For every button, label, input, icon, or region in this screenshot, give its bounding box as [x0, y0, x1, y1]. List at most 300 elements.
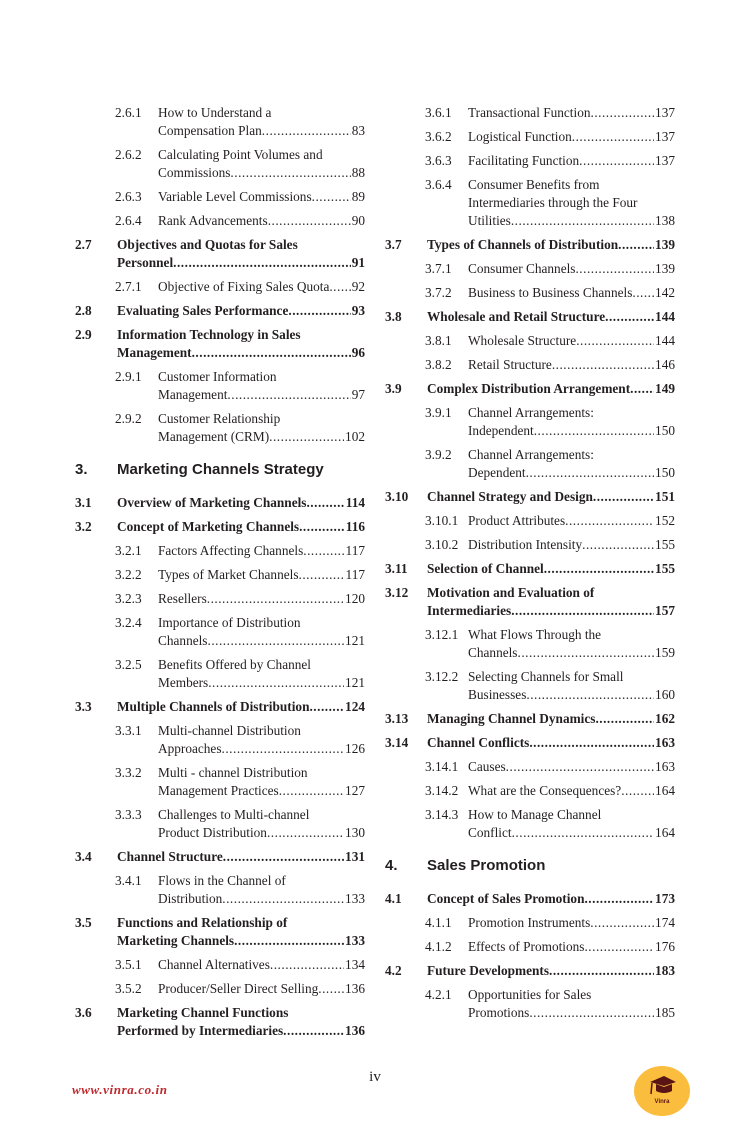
section-number: 2.6.1 — [115, 105, 142, 120]
section-number: 3. — [75, 461, 88, 478]
entry-title — [468, 536, 675, 554]
entry-title — [427, 890, 675, 908]
section-number: 3.10.1 — [425, 513, 459, 528]
title-line: Personnel — [117, 255, 174, 270]
title-line: Product Attributes — [468, 513, 566, 528]
toc-entry[interactable] — [75, 614, 365, 650]
dot-leader — [590, 914, 654, 932]
title-line: Distribution — [158, 891, 223, 906]
title-line: Objectives and Quotas for Sales — [117, 237, 298, 252]
title-line: Flows in the Channel of — [158, 873, 286, 888]
section-number: 4. — [385, 857, 398, 874]
title-line: Marketing Channels Strategy — [117, 461, 324, 478]
toc-entry[interactable] — [75, 1004, 365, 1040]
dot-leader — [618, 236, 654, 254]
toc-entry[interactable] — [75, 566, 365, 584]
section-number: 3.13 — [385, 711, 409, 726]
toc-entry[interactable] — [385, 380, 675, 398]
toc-entry[interactable] — [75, 542, 365, 560]
dot-leader — [234, 932, 344, 950]
entry-title — [117, 848, 365, 866]
title-line: Challenges to Multi-channel — [158, 807, 310, 822]
title-line: Channel Conflicts — [427, 735, 530, 750]
section-number: 4.1.1 — [425, 915, 452, 930]
section-number: 3.3.3 — [115, 807, 142, 822]
section-number: 4.1.2 — [425, 939, 452, 954]
title-line: What Flows Through the — [468, 627, 602, 642]
title-line: Commissions — [158, 165, 231, 180]
page-ref: 155 — [655, 537, 675, 552]
dot-leader — [584, 938, 654, 956]
entry-title — [117, 236, 365, 272]
entry-title — [468, 914, 675, 932]
title-line: Promotion Instruments — [468, 915, 591, 930]
dot-leader — [227, 386, 350, 404]
title-line: Management — [158, 387, 228, 402]
toc-entry[interactable] — [75, 188, 365, 206]
entry-title — [158, 956, 365, 974]
section-number: 3.2 — [75, 519, 92, 534]
dot-leader — [605, 308, 654, 326]
toc-right-column — [385, 104, 675, 1028]
vinra-logo — [634, 1066, 690, 1116]
page-ref: 90 — [351, 213, 365, 228]
entry-title — [468, 176, 675, 230]
entry-title — [427, 584, 675, 620]
entry-title — [158, 146, 365, 182]
page-ref: 150 — [655, 465, 675, 480]
entry-title — [158, 410, 365, 446]
page-ref: 137 — [655, 105, 675, 120]
dot-leader — [595, 710, 654, 728]
toc-entry[interactable] — [75, 212, 365, 230]
page-ref: 91 — [351, 255, 365, 270]
dot-leader — [506, 758, 654, 776]
entry-title — [468, 446, 675, 482]
entry-title — [158, 806, 365, 842]
dot-leader — [630, 380, 654, 398]
toc-entry[interactable] — [75, 302, 365, 320]
section-number: 3.14.3 — [425, 807, 459, 822]
dot-leader — [565, 512, 654, 530]
section-number: 3.10.2 — [425, 537, 459, 552]
toc-entry[interactable] — [385, 104, 675, 122]
dot-leader — [270, 956, 344, 974]
entry-title — [158, 542, 365, 560]
toc-entry[interactable] — [75, 872, 365, 908]
toc-entry[interactable] — [385, 152, 675, 170]
section-number: 3.3.1 — [115, 723, 142, 738]
toc-entry[interactable] — [75, 806, 365, 842]
title-line: Producer/Seller Direct Selling — [158, 981, 319, 996]
dot-leader — [288, 302, 350, 320]
toc-entry[interactable] — [385, 734, 675, 752]
entry-title — [468, 782, 675, 800]
toc-entry[interactable] — [385, 890, 675, 908]
title-line: Multi - channel Distribution — [158, 765, 308, 780]
title-line: What are the Consequences? — [468, 783, 622, 798]
page-ref: 163 — [655, 735, 675, 750]
title-line: Overview of Marketing Channels — [117, 495, 307, 510]
entry-title — [117, 302, 365, 320]
toc-entry[interactable] — [385, 128, 675, 146]
dot-leader — [173, 254, 351, 272]
section-number: 2.6.4 — [115, 213, 142, 228]
toc-entry[interactable] — [75, 410, 365, 446]
toc-entry[interactable] — [385, 668, 675, 704]
dot-leader — [582, 536, 654, 554]
dot-leader — [222, 890, 344, 908]
title-line: Variable Level Commissions — [158, 189, 312, 204]
title-line: Product Distribution — [158, 825, 267, 840]
title-line: Conflict — [468, 825, 512, 840]
title-line: Multi-channel Distribution — [158, 723, 301, 738]
section-number: 3.8 — [385, 309, 402, 324]
title-line: Evaluating Sales Performance — [117, 303, 289, 318]
dot-leader — [192, 344, 351, 362]
toc-entry[interactable] — [75, 956, 365, 974]
title-line: How to Understand a — [158, 105, 272, 120]
dot-leader — [306, 494, 344, 512]
section-number: 3.6.2 — [425, 129, 452, 144]
toc-entry[interactable] — [385, 536, 675, 554]
page-ref: 139 — [655, 237, 675, 252]
entry-title — [158, 614, 365, 650]
title-line: Rank Advancements — [158, 213, 268, 228]
toc-entry[interactable] — [385, 308, 675, 326]
dot-leader — [267, 824, 344, 842]
title-line: Calculating Point Volumes and — [158, 147, 323, 162]
section-number: 3.5.2 — [115, 981, 142, 996]
title-line: Intermediaries — [427, 603, 512, 618]
page-ref: 137 — [655, 153, 675, 168]
section-number: 2.8 — [75, 303, 92, 318]
entry-title — [468, 758, 675, 776]
page-ref: 163 — [655, 759, 675, 774]
toc-entry[interactable] — [75, 236, 365, 272]
dot-leader — [262, 122, 351, 140]
title-line: Concept of Sales Promotion — [427, 891, 585, 906]
page-ref: 150 — [655, 423, 675, 438]
dot-leader — [518, 644, 655, 662]
title-line: Wholesale Structure — [468, 333, 577, 348]
title-line: Distribution Intensity — [468, 537, 583, 552]
toc-entry[interactable] — [385, 332, 675, 350]
entry-title — [117, 698, 365, 716]
dot-leader — [279, 782, 344, 800]
toc-entry[interactable] — [75, 656, 365, 692]
toc-entry[interactable] — [385, 710, 675, 728]
page-ref: 133 — [345, 891, 365, 906]
page-ref: 131 — [345, 849, 365, 864]
dot-leader — [318, 980, 344, 998]
toc-entry[interactable] — [385, 914, 675, 932]
title-line: Businesses — [468, 687, 527, 702]
page-ref: 130 — [345, 825, 365, 840]
toc-left-column — [75, 104, 365, 1046]
page-ref: 117 — [345, 567, 365, 582]
toc-entry[interactable] — [385, 560, 675, 578]
toc-entry[interactable] — [75, 494, 365, 512]
dot-leader — [208, 632, 345, 650]
toc-entry[interactable] — [385, 986, 675, 1022]
page-ref: 117 — [345, 543, 365, 558]
title-line: Compensation Plan — [158, 123, 262, 138]
title-line: Opportunities for Sales — [468, 987, 592, 1002]
section-number: 3.9.2 — [425, 447, 452, 462]
entry-title — [468, 626, 675, 662]
entry-title — [427, 308, 675, 326]
dot-leader — [534, 422, 654, 440]
toc-entry[interactable] — [75, 764, 365, 800]
page-ref: 185 — [655, 1005, 675, 1020]
section-number: 3.8.2 — [425, 357, 452, 372]
title-line: Dependent — [468, 465, 526, 480]
toc-entry[interactable] — [75, 914, 365, 950]
dot-leader — [575, 260, 654, 278]
section-number: 4.1 — [385, 891, 402, 906]
page-ref: 160 — [655, 687, 675, 702]
title-line: Concept of Marketing Channels — [117, 519, 300, 534]
title-line: Management Practices — [158, 783, 279, 798]
section-number: 3.10 — [385, 489, 409, 504]
section-number: 3.6.4 — [425, 177, 452, 192]
toc-entry[interactable] — [75, 590, 365, 608]
title-line: Selecting Channels for Small — [468, 669, 624, 684]
entry-title — [158, 980, 365, 998]
title-line: Resellers — [158, 591, 207, 606]
title-line: Causes — [468, 759, 506, 774]
title-line: Utilities — [468, 213, 511, 228]
entry-title — [468, 356, 675, 374]
page-ref: 121 — [345, 675, 365, 690]
section-number: 3.3 — [75, 699, 92, 714]
section-number: 3.5.1 — [115, 957, 142, 972]
title-line: Members — [158, 675, 209, 690]
dot-leader — [511, 212, 654, 230]
entry-title — [427, 236, 675, 254]
section-number: 4.2.1 — [425, 987, 452, 1002]
page-ref: 93 — [351, 303, 365, 318]
toc-entry[interactable] — [75, 278, 365, 296]
title-line: Consumer Benefits from — [468, 177, 600, 192]
page-ref: 149 — [655, 381, 675, 396]
title-line: Consumer Channels — [468, 261, 576, 276]
page-ref: 127 — [345, 783, 365, 798]
website-link[interactable]: www.vinra.co.in — [72, 1082, 168, 1097]
toc-entry[interactable] — [385, 284, 675, 302]
title-line: Promotions — [468, 1005, 530, 1020]
page-number: iv — [369, 1069, 381, 1085]
dot-leader — [529, 1004, 654, 1022]
dot-leader — [207, 590, 344, 608]
toc-entry[interactable] — [385, 962, 675, 980]
title-line: Business to Business Channels — [468, 285, 633, 300]
toc-entry[interactable] — [75, 848, 365, 866]
page-ref: 162 — [655, 711, 675, 726]
dot-leader — [230, 164, 350, 182]
section-number: 3.14.2 — [425, 783, 459, 798]
title-line: Marketing Channel Functions — [117, 1005, 289, 1020]
toc-entry[interactable] — [385, 488, 675, 506]
toc-entry[interactable] — [385, 512, 675, 530]
entry-title — [117, 326, 365, 362]
toc-entry[interactable] — [385, 626, 675, 662]
page-ref: 144 — [655, 309, 675, 324]
section-number: 3.3.2 — [115, 765, 142, 780]
page-ref: 114 — [345, 495, 365, 510]
section-number: 3.11 — [385, 561, 408, 576]
toc-entry[interactable] — [385, 758, 675, 776]
toc-entry[interactable] — [385, 938, 675, 956]
section-number: 3.7 — [385, 237, 402, 252]
dot-leader — [584, 890, 654, 908]
page-ref: 152 — [655, 513, 675, 528]
dot-leader — [526, 464, 654, 482]
page-ref: 164 — [655, 783, 675, 798]
entry-title — [468, 986, 675, 1022]
section-number: 2.6.2 — [115, 147, 142, 162]
title-line: Functions and Relationship of — [117, 915, 288, 930]
title-line: Marketing Channels — [117, 933, 235, 948]
page-ref: 174 — [655, 915, 675, 930]
dot-leader — [511, 602, 654, 620]
title-line: Channel Arrangements: — [468, 447, 594, 462]
entry-title — [158, 212, 365, 230]
dot-leader — [512, 824, 654, 842]
entry-title — [158, 104, 365, 140]
toc-entry[interactable] — [75, 518, 365, 536]
section-number: 3.6.3 — [425, 153, 452, 168]
section-number: 3.2.5 — [115, 657, 142, 672]
page-ref: 138 — [655, 213, 675, 228]
title-line: Multiple Channels of Distribution — [117, 699, 310, 714]
chapter-heading — [385, 857, 675, 875]
section-number: 3.14.1 — [425, 759, 459, 774]
page-ref: 124 — [345, 699, 365, 714]
page-ref: 102 — [345, 429, 365, 444]
toc-entry[interactable] — [385, 584, 675, 620]
page-ref: 133 — [345, 933, 365, 948]
section-number: 3.12 — [385, 585, 409, 600]
page-ref: 157 — [655, 603, 675, 618]
dot-leader — [208, 674, 344, 692]
toc-entry[interactable] — [385, 356, 675, 374]
toc-entry[interactable] — [385, 446, 675, 482]
dot-leader — [593, 488, 654, 506]
title-line: Independent — [468, 423, 534, 438]
entry-title — [158, 590, 365, 608]
title-line: Effects of Promotions — [468, 939, 585, 954]
toc-entry[interactable] — [385, 806, 675, 842]
dot-leader — [309, 698, 344, 716]
section-number: 3.2.2 — [115, 567, 142, 582]
entry-title — [117, 1004, 365, 1040]
entry-title — [468, 668, 675, 704]
entry-title — [158, 872, 365, 908]
page-ref: 116 — [345, 519, 365, 534]
page-ref: 134 — [345, 957, 365, 972]
title-line: Customer Information — [158, 369, 277, 384]
toc-entry[interactable] — [385, 782, 675, 800]
dot-leader — [329, 278, 350, 296]
title-line: Channel Arrangements: — [468, 405, 594, 420]
section-number: 3.8.1 — [425, 333, 452, 348]
dot-leader — [591, 104, 655, 122]
title-line: Types of Market Channels — [158, 567, 299, 582]
title-line: Approaches — [158, 741, 222, 756]
title-line: Benefits Offered by Channel — [158, 657, 311, 672]
page-ref: 88 — [351, 165, 365, 180]
graduation-cap-icon — [646, 1074, 678, 1100]
dot-leader — [268, 212, 351, 230]
dot-leader — [223, 848, 344, 866]
page-ref: 92 — [351, 279, 365, 294]
toc-entry[interactable] — [75, 722, 365, 758]
section-number: 3.6.1 — [425, 105, 452, 120]
entry-title — [427, 710, 675, 728]
title-line: Logistical Function — [468, 129, 572, 144]
dot-leader — [549, 962, 654, 980]
toc-entry[interactable] — [75, 698, 365, 716]
entry-title — [427, 380, 675, 398]
page-ref: 96 — [351, 345, 365, 360]
title-line: Complex Distribution Arrangement — [427, 381, 631, 396]
entry-title — [158, 566, 365, 584]
toc-entry[interactable] — [385, 176, 675, 230]
toc-entry[interactable] — [385, 404, 675, 440]
page-ref: 144 — [655, 333, 675, 348]
entry-title — [158, 188, 365, 206]
section-number: 3.14 — [385, 735, 409, 750]
dot-leader — [312, 188, 351, 206]
title-line: Channel Strategy and Design — [427, 489, 593, 504]
toc-entry[interactable] — [75, 980, 365, 998]
page-ref: 159 — [655, 645, 675, 660]
title-line: Retail Structure — [468, 357, 552, 372]
page-ref: 120 — [345, 591, 365, 606]
section-number: 3.9.1 — [425, 405, 452, 420]
page-ref: 89 — [351, 189, 365, 204]
page-ref: 173 — [655, 891, 675, 906]
dot-leader — [529, 734, 654, 752]
section-number: 3.6 — [75, 1005, 92, 1020]
entry-title — [427, 488, 675, 506]
section-number: 2.9 — [75, 327, 92, 342]
chapter-heading — [75, 461, 365, 479]
title-line: Management — [117, 345, 192, 360]
dot-leader — [621, 782, 654, 800]
entry-title — [158, 278, 365, 296]
section-number: 3.4 — [75, 849, 92, 864]
title-line: Future Developments — [427, 963, 549, 978]
toc-entry[interactable] — [75, 368, 365, 404]
section-number: 2.7 — [75, 237, 92, 252]
toc-entry[interactable] — [385, 236, 675, 254]
page-ref: 126 — [345, 741, 365, 756]
section-number: 3.1 — [75, 495, 92, 510]
entry-title — [117, 518, 365, 536]
entry-title — [468, 284, 675, 302]
toc-entry[interactable] — [75, 146, 365, 182]
page-ref: 139 — [655, 261, 675, 276]
title-line: Objective of Fixing Sales Quota — [158, 279, 330, 294]
entry-title — [158, 656, 365, 692]
toc-entry[interactable] — [75, 104, 365, 140]
toc-entry[interactable] — [385, 260, 675, 278]
toc-entry[interactable] — [75, 326, 365, 362]
title-line: Management (CRM) — [158, 429, 270, 444]
